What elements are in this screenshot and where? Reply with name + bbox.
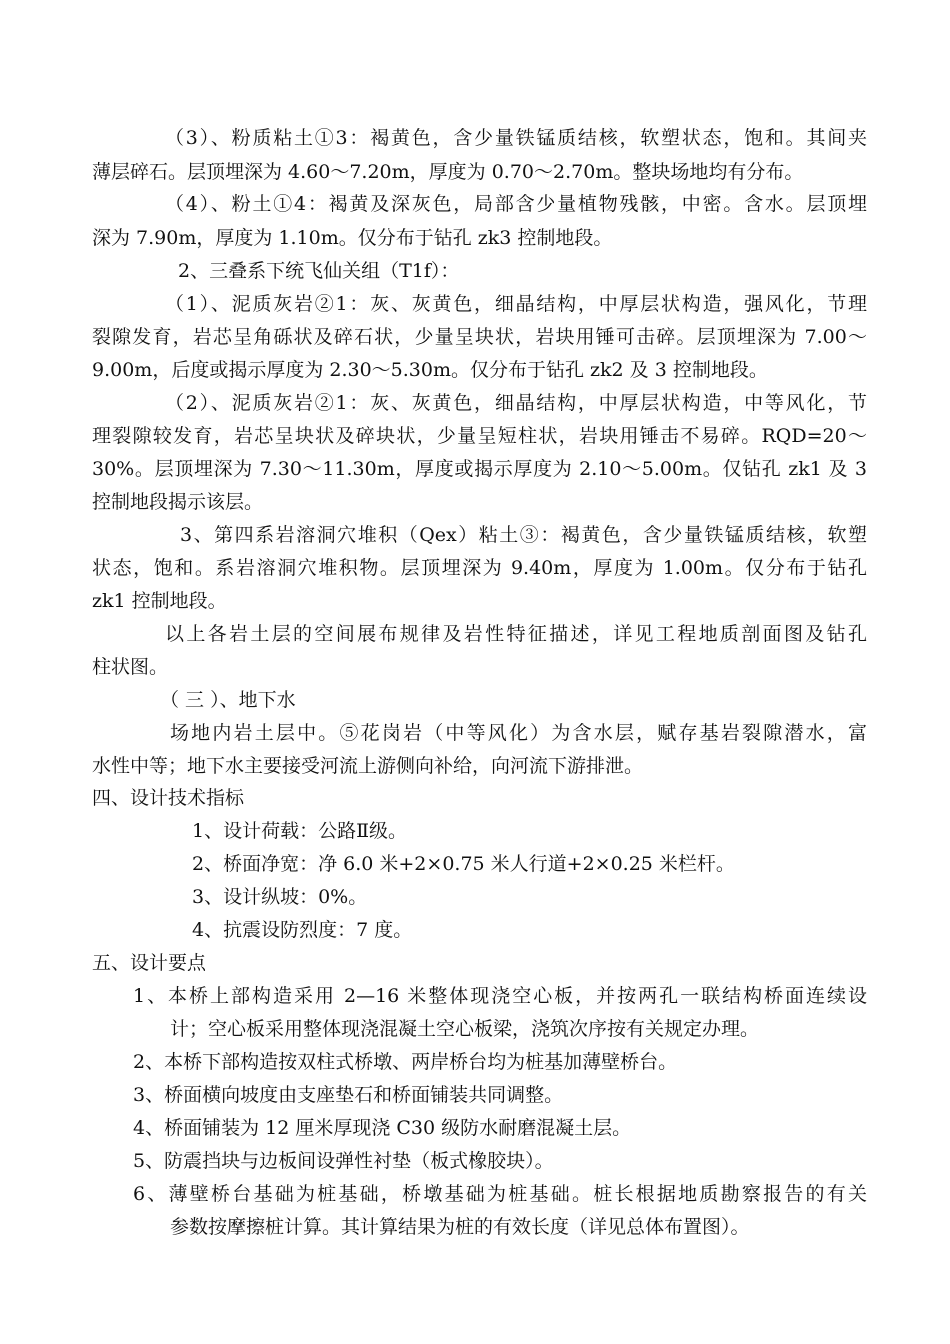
design-point-1-line2: 计；空心板采用整体现浇混凝土空心板梁，浇筑次序按有关规定办理。 [170, 1018, 760, 1040]
design-point-3: 3、桥面横向坡度由支座垫石和桥面铺装共同调整。 [133, 1084, 564, 1106]
design-point-4: 4、桥面铺装为 12 厘米厚现浇 C30 级防水耐磨混凝土层。 [133, 1117, 632, 1139]
soil-item4-line1: （4）、粉土①4：褐黄及深灰色，局部含少量植物残骸，中密。含水。层顶埋 [165, 193, 867, 215]
design-point-1-line1: 1、本桥上部构造采用 2—16 米整体现浇空心板，并按两孔一联结构桥面连续设 [133, 985, 867, 1007]
triassic-item1-line1: （1）、泥质灰岩②1：灰、灰黄色，细晶结构，中厚层状构造，强风化，节理 [165, 293, 867, 315]
design-point-2: 2、本桥下部构造按双柱式桥墩、两岸桥台均为桩基加薄壁桥台。 [133, 1051, 678, 1073]
design-indicator-item: 3、设计纵坡：0%。 [192, 886, 368, 908]
soil-item4-line2: 深为 7.90m，厚度为 1.10m。仅分布于钻孔 zk3 控制地段。 [92, 227, 613, 249]
summary-line2: 柱状图。 [92, 656, 169, 678]
design-point-6-line2: 参数按摩擦桩计算。其计算结果为桩的有效长度（详见总体布置图）。 [170, 1216, 750, 1238]
triassic-item2-line2: 理裂隙较发育，岩芯呈块状及碎块状，少量呈短柱状，岩块用锤击不易碎。RQD=20～ [92, 425, 867, 447]
groundwater-heading: （ 三 ）、地下水 [160, 689, 296, 711]
quaternary-line2: 状态，饱和。系岩溶洞穴堆积物。层顶埋深为 9.40m，厚度为 1.00m。仅分布于钻孔 [92, 557, 867, 579]
triassic-heading: 2、三叠系下统飞仙关组（T1f）： [178, 260, 460, 282]
groundwater-line2: 水性中等；地下水主要接受河流上游侧向补给，向河流下游排泄。 [92, 755, 644, 777]
design-points-heading: 五、设计要点 [92, 952, 207, 974]
design-point-5: 5、防震挡块与边板间设弹性衬垫（板式橡胶块）。 [133, 1150, 554, 1172]
quaternary-line1: 3、第四系岩溶洞穴堆积（Qex）粘土③：褐黄色，含少量铁锰质结核，软塑 [180, 524, 867, 546]
design-indicator-item: 2、桥面净宽：净 6.0 米+2×0.75 米人行道+2×0.25 米栏杆。 [192, 853, 735, 875]
quaternary-line3: zk1 控制地段。 [92, 590, 227, 612]
triassic-item1-line3: 9.00m，后度或揭示厚度为 2.30～5.30m。仅分布于钻孔 zk2 及 3 控制地段。 [92, 359, 768, 381]
design-indicators-heading: 四、设计技术指标 [92, 787, 245, 809]
design-point-6-line1: 6、薄壁桥台基础为桩基础，桥墩基础为桩基础。桩长根据地质勘察报告的有关 [133, 1183, 867, 1205]
design-indicator-item: 4、抗震设防烈度：7 度。 [192, 919, 413, 941]
triassic-item2-line1: （2）、泥质灰岩②1：灰、灰黄色，细晶结构，中厚层状构造，中等风化，节 [165, 392, 867, 414]
groundwater-line1: 场地内岩土层中。⑤花岗岩（中等风化）为含水层，赋存基岩裂隙潜水，富 [170, 722, 867, 744]
triassic-item2-line4: 控制地段揭示该层。 [92, 491, 264, 513]
design-indicator-item: 1、设计荷载：公路Ⅱ级。 [192, 820, 408, 842]
summary-line1: 以上各岩土层的空间展布规律及岩性特征描述，详见工程地质剖面图及钻孔 [165, 623, 867, 645]
triassic-item2-line3: 30%。层顶埋深为 7.30～11.30m，厚度或揭示厚度为 2.10～5.00m。仅钻孔 zk1 及 3 [92, 458, 867, 480]
soil-item3-line2: 薄层碎石。层顶埋深为 4.60～7.20m，厚度为 0.70～2.70m。整块场地均有分布。 [92, 161, 804, 183]
soil-item3-line1: （3）、粉质粘土①3：褐黄色，含少量铁锰质结核，软塑状态，饱和。其间夹 [165, 127, 867, 149]
triassic-item1-line2: 裂隙发育，岩芯呈角砾状及碎石状，少量呈块状，岩块用锤可击碎。层顶埋深为 7.00～ [92, 326, 867, 348]
